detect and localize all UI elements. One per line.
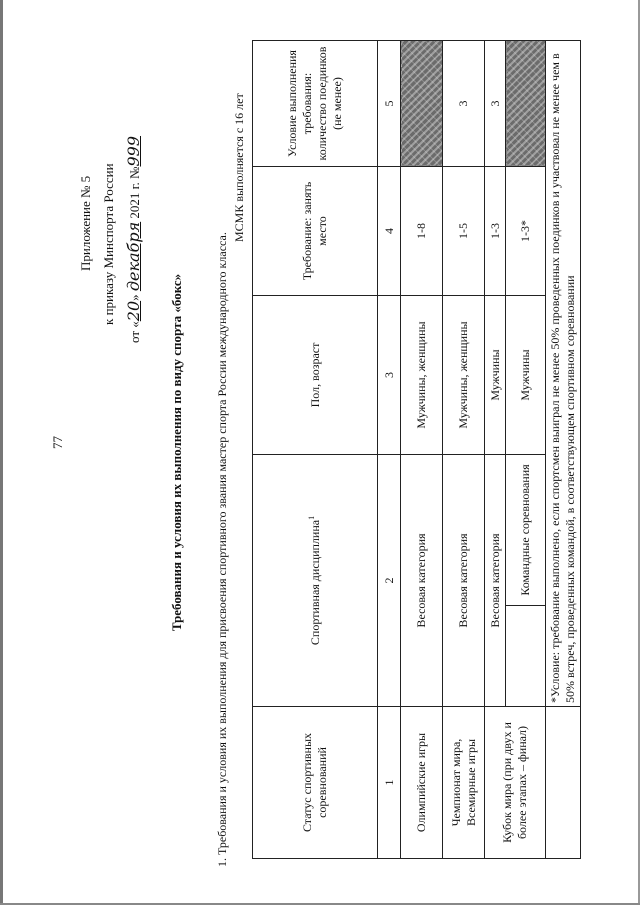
cell-spacer: [506, 606, 546, 707]
column-number-row: [378, 41, 401, 859]
cell-place: 1-8: [401, 167, 443, 296]
column-number: 2: [378, 455, 401, 707]
column-number: 5: [378, 41, 401, 167]
table-row: [443, 41, 485, 859]
cell-condition: 3: [443, 41, 485, 167]
cell-discipline: Командные соревнования: [506, 455, 546, 606]
column-number: 1: [378, 707, 401, 859]
header-discipline-footnote-mark: 1: [307, 515, 316, 520]
date-mid: »: [127, 294, 142, 301]
header-sex-age: Пол, возраст: [253, 296, 378, 455]
order-reference: к приказу Минспорта России: [101, 163, 116, 325]
cell-sex: Мужчины, женщины: [443, 296, 485, 455]
requirements-table: [252, 40, 581, 859]
date-month-handwritten: декабря: [124, 221, 143, 292]
date-day-handwritten: 20: [124, 300, 143, 322]
column-number: 4: [378, 167, 401, 296]
cell-condition-hatched: [401, 41, 443, 167]
header-discipline-text: Спортивная дисциплина: [308, 519, 322, 646]
header-condition: Условие выполнения требования: количество поединков (не менее): [253, 41, 378, 167]
order-number-handwritten: 999: [124, 135, 143, 167]
cell-sex: Мужчины, женщины: [401, 296, 443, 455]
table-row: [485, 41, 506, 859]
order-date-line: [124, 136, 143, 343]
date-prefix: от «: [127, 321, 142, 343]
page-number: 77: [50, 436, 65, 449]
cell-condition-hatched: [506, 41, 546, 167]
document-title: Требования и условия их выполнения по виду спорта «бокс»: [169, 273, 184, 632]
cell-sex: Мужчины: [485, 296, 506, 455]
column-number: 3: [378, 296, 401, 455]
cell-status: Кубок мира (при двух и более этапах – финал): [485, 707, 546, 859]
header-discipline: [253, 455, 378, 707]
appendix-label: Приложение № 5: [78, 175, 93, 271]
footnote-row: [546, 41, 581, 859]
cell-place: 1-5: [443, 167, 485, 296]
msmk-age-note: МСМК выполняется с 16 лет: [232, 93, 246, 242]
table-header-row: [253, 41, 378, 859]
cell-place: 1-3: [485, 167, 506, 296]
intro-paragraph: 1. Требования и условия их выполнения для присвоения спортивного звания мастер спорта России международного класса.: [215, 232, 229, 867]
cell-discipline: Весовая категория: [443, 455, 485, 707]
cell-discipline: Весовая категория: [401, 455, 443, 707]
header-status: Статус спортивных соревнований: [253, 707, 378, 859]
cell-discipline: Весовая категория: [485, 455, 506, 707]
cell-sex: Мужчины: [506, 296, 546, 455]
header-place: Требование: занять место: [253, 167, 378, 296]
date-year: 2021 г. №: [127, 166, 142, 219]
cell-condition: 3: [485, 41, 506, 167]
table-row: [401, 41, 443, 859]
cell-spacer: [546, 707, 581, 859]
cell-status: Олимпийские игры: [401, 707, 443, 859]
cell-status: Чемпионат мира, Всемирные игры: [443, 707, 485, 859]
cell-place: 1-3*: [506, 167, 546, 296]
table-footnote: *Условие: требование выполнено, если спортсмен выиграл не менее 50% проведенных поединков и участвовал не менее чем в 50% встреч, проведенных командой, в соответствующем спортивном соревновании: [546, 41, 581, 707]
